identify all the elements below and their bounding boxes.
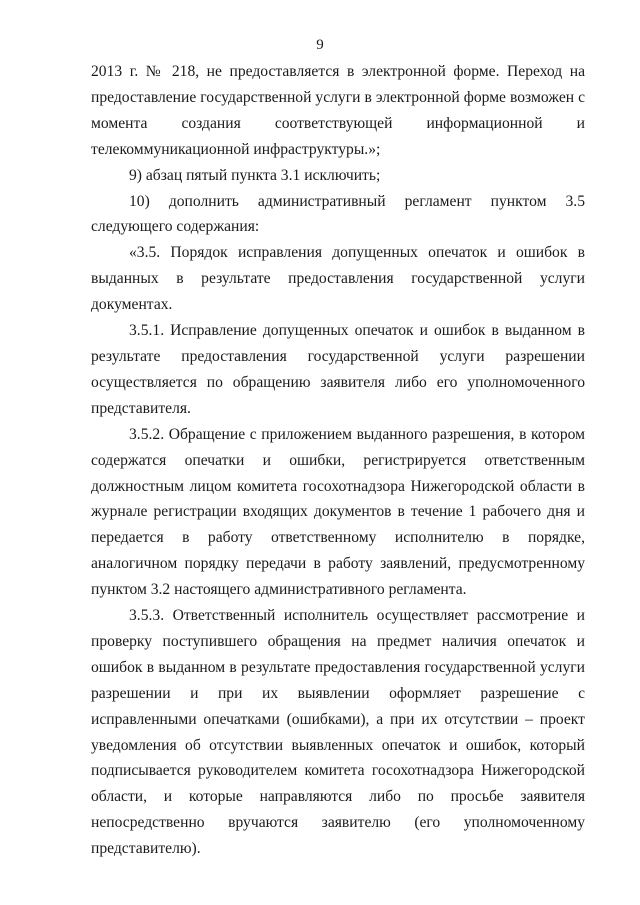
paragraph-continuation: 2013 г. № 218, не предоставляется в электронной форме. Переход на предоставление государственной услуги в электронной форме возможен с момента создания соответствующей информационной и телекоммуникационной инфраструктуры.»; (91, 63, 585, 158)
paragraph-item-9: 9) абзац пятый пункта 3.1 исключить; (129, 166, 381, 184)
paragraph-section-3-5-1: 3.5.1. Исправление допущенных опечаток и ошибок в выданном в результате предоставления государственной услуги разрешении осуществляется по обращению заявителя либо его уполномоченного представителя. (91, 322, 585, 417)
document-body (91, 59, 585, 862)
paragraph-section-3-5-3: 3.5.3. Ответственный исполнитель осуществляет рассмотрение и проверку поступившего обращения на предмет наличия опечаток и ошибок в выданном в результате предоставления государственной услуги разрешении и при их выявлении оформляет разрешение с исправленными опечатками (ошибками), а при их отсутствии – проект уведомления об отсутствии выявленных опечаток и ошибок, который подписывается руководителем комитета госохотнадзора Нижегородской области, и которые направляются либо по просьбе заявителя непосредственно вручаются заявителю (его уполномоченному представителю). (91, 607, 585, 858)
paragraph-section-3-5: «3.5. Порядок исправления допущенных опечаток и ошибок в выданных в результате предоставления государственной услуги документах. (91, 244, 585, 314)
paragraph-section-3-5-2: 3.5.2. Обращение с приложением выданного разрешения, в котором содержатся опечатки и ошибки, регистрируется ответственным должностным лицом комитета госохотнадзора Нижегородской области в журнале регистрации входящих документов в течение 1 рабочего дня и передается в работу ответственному исполнителю в порядке, аналогичном порядку передачи в работу заявлений, предусмотренному пунктом 3.2 настоящего административного регламента. (91, 425, 585, 599)
page-number: 9 (316, 37, 324, 53)
paragraph-item-10: 10) дополнить административный регламент пунктом 3.5 следующего содержания: (91, 192, 585, 236)
